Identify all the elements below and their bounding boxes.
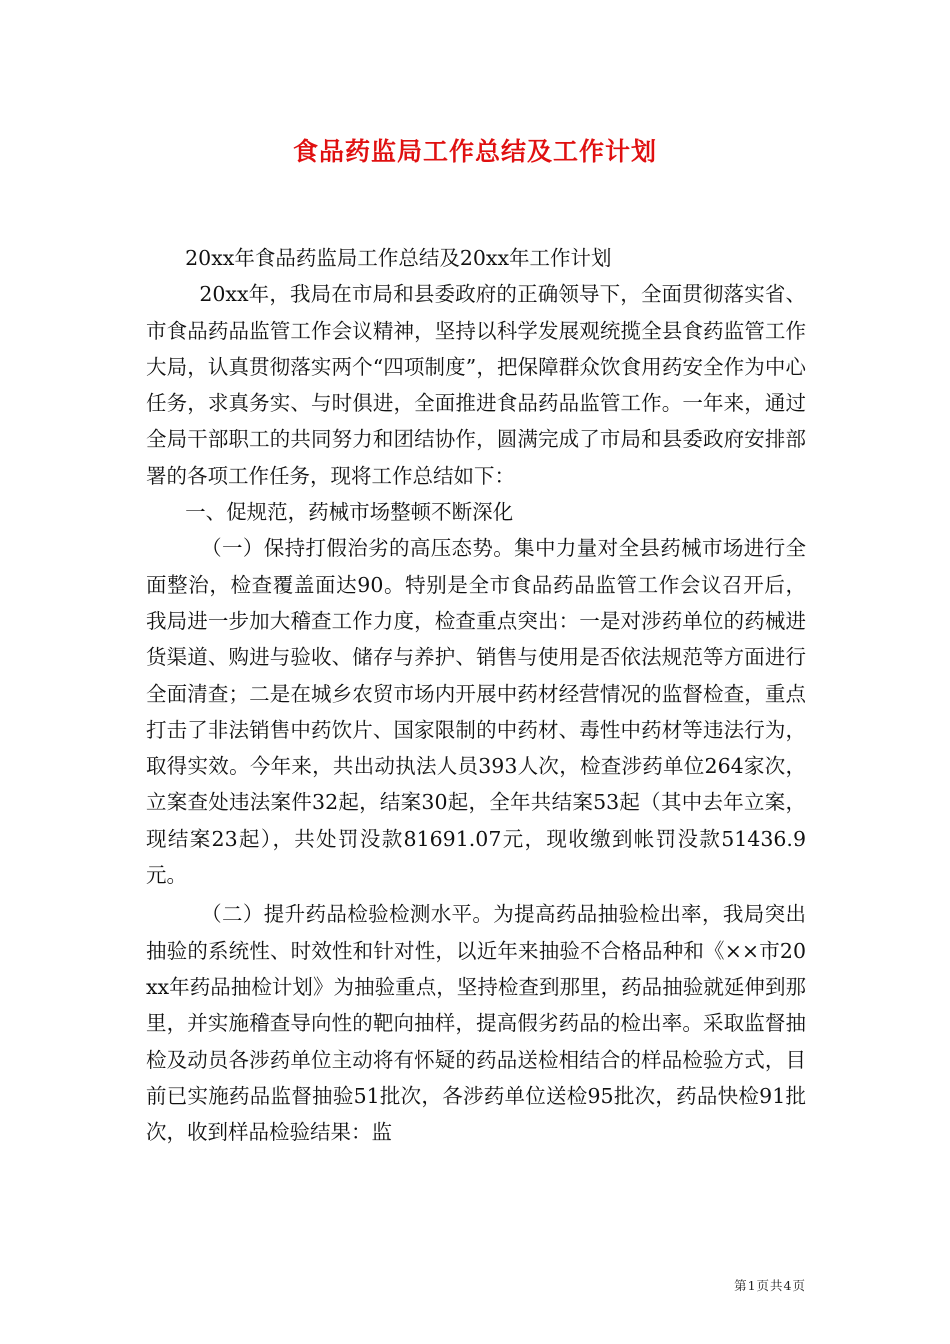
document-title: 食品药监局工作总结及工作计划: [292, 137, 657, 166]
page-number: 第1页共4页: [734, 1278, 806, 1293]
document-body: [146, 240, 806, 1150]
section-paragraph-1: （一）保持打假治劣的高压态势。集中力量对全县药械市场进行全面整治，检查覆盖面达90。特别是全市食品药品监管工作会议召开后，我局进一步加大稽查工作力度，检查重点突出：一是对涉药单位的药械进货渠道、购进与验收、储存与养护、销售与使用是否依法规范等方面进行全面清查；二是在城乡农贸市场内开展中药材经营情况的监督检查，重点打击了非法销售中药饮片、国家限制的中药材、毒性中药材等违法行为，取得实效。今年来，共出动执法人员393人次，检查涉药单位264家次，立案查处违法案件32起，结案30起，全年共结案53起（其中去年立案，现结案23起），共处罚没款81691.07元，现收缴到帐罚没款51436.9元。: [146, 536, 806, 888]
intro-paragraph: 20xx年，我局在市局和县委政府的正确领导下，全面贯彻落实省、市食品药品监管工作会议精神，坚持以科学发展观统揽全县食药监管工作大局，认真贯彻落实两个“四项制度”，把保障群众饮食用药安全作为中心任务，求真务实、与时俱进，全面推进食品药品监管工作。一年来，通过全局干部职工的共同努力和团结协作，圆满完成了市局和县委政府安排部署的各项工作任务，现将工作总结如下：: [146, 282, 806, 488]
subtitle-paragraph: 20xx年食品药监局工作总结及20xx年工作计划: [146, 246, 612, 270]
section-paragraph-2: （二）提升药品检验检测水平。为提高药品抽验检出率，我局突出抽验的系统性、时效性和针对性，以近年来抽验不合格品种和《××市20xx年药品抽检计划》为抽验重点，坚持检查到那里，药品抽验就延伸到那里，并实施稽查导向性的靶向抽样，提高假劣药品的检出率。采取监督抽检及动员各涉药单位主动将有怀疑的药品送检相结合的样品检验方式，目前已实施药品监督抽验51批次，各涉药单位送检95批次，药品快检91批次，收到样品检验结果：监: [146, 902, 806, 1145]
section-heading: 一、促规范，药械市场整顿不断深化: [146, 500, 514, 525]
